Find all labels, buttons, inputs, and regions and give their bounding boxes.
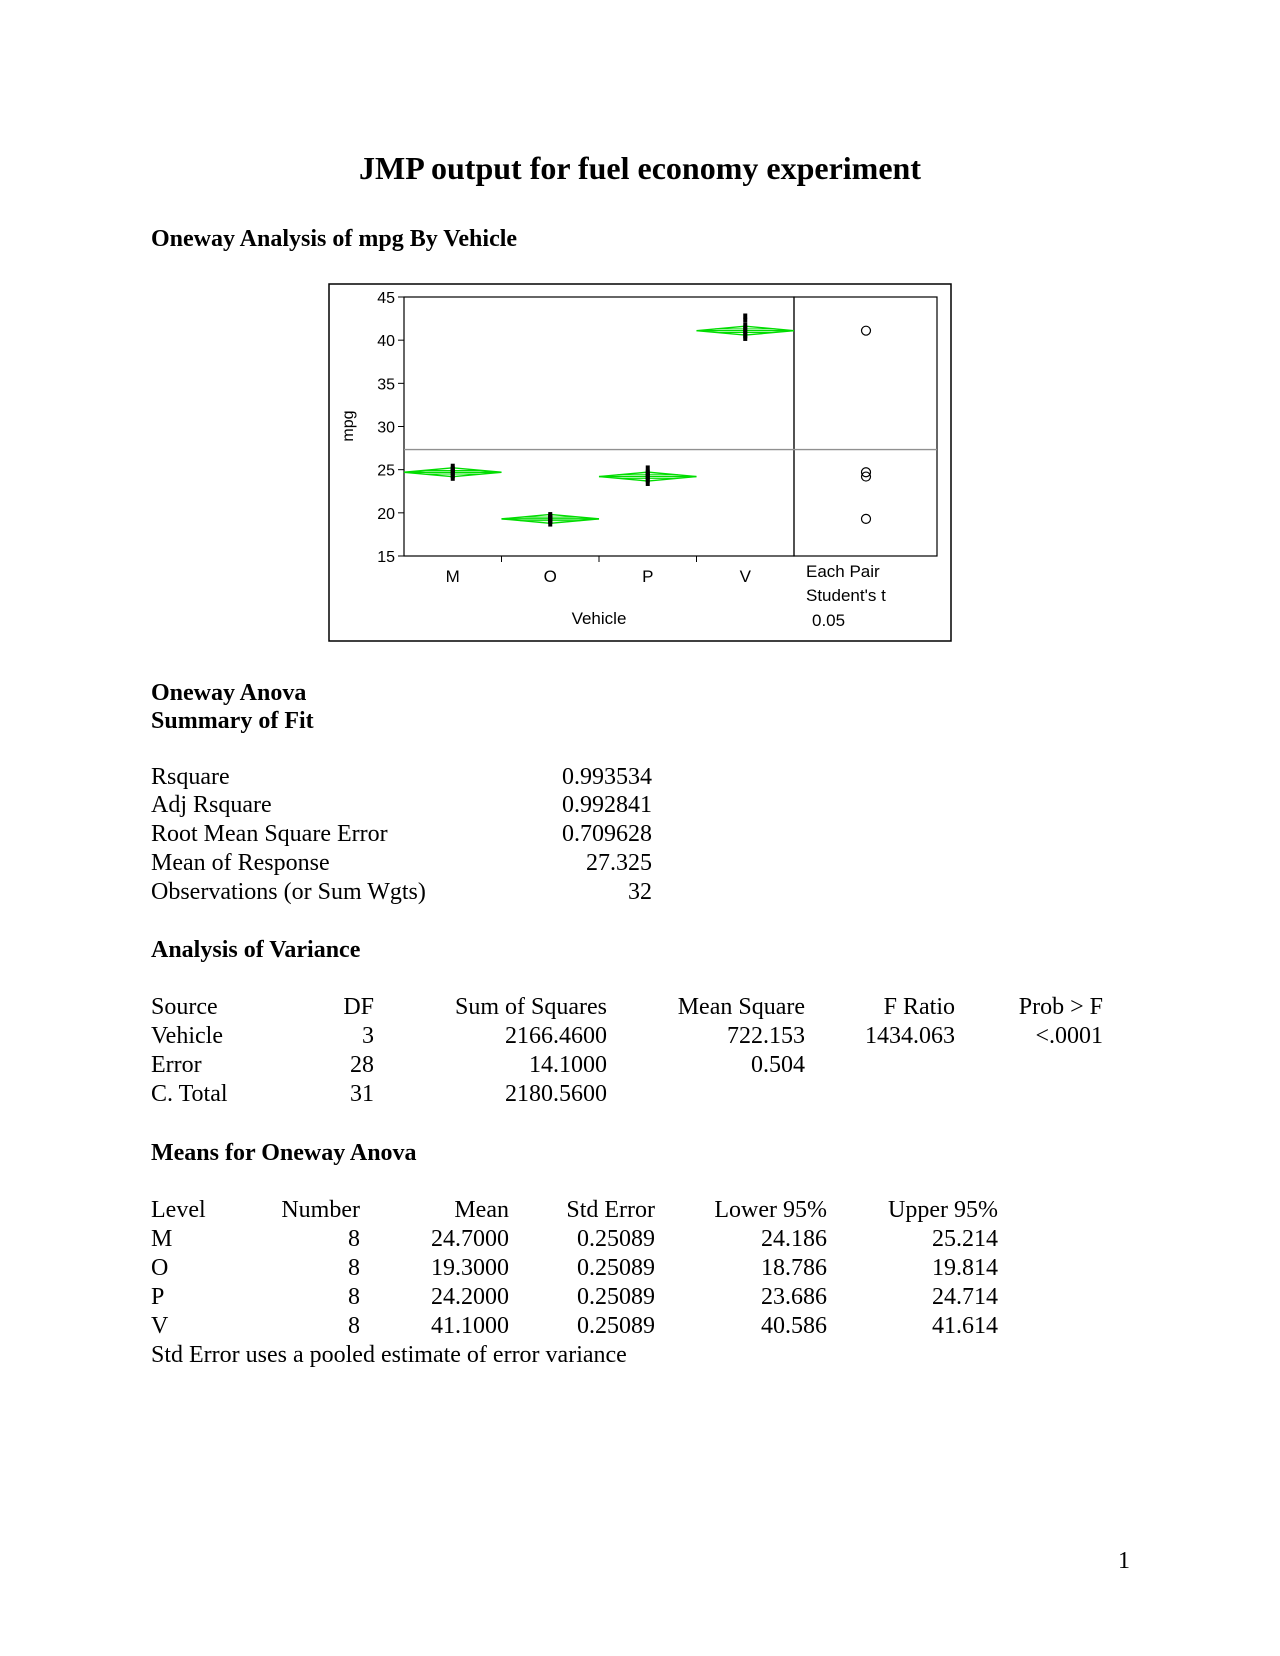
table-cell: P: [151, 1284, 165, 1310]
fit-label: Rsquare: [151, 764, 230, 790]
means-footnote: Std Error uses a pooled estimate of error variance: [151, 1342, 627, 1368]
x-axis: [446, 556, 752, 586]
table-cell: 24.2000: [431, 1284, 509, 1310]
data-point-O: [548, 512, 552, 517]
y-axis-label: mpg: [340, 410, 357, 442]
table-cell: O: [151, 1255, 169, 1281]
means-heading: Means for Oneway Anova: [151, 1140, 417, 1166]
analysis-of-variance-heading: Analysis of Variance: [151, 937, 361, 963]
comparison-label-line1: Each Pair: [806, 562, 880, 581]
plot-frame: [404, 297, 794, 556]
table-header: Upper 95%: [888, 1197, 998, 1223]
fit-label: Adj Rsquare: [151, 792, 272, 818]
table-header: DF: [343, 994, 374, 1020]
fit-value: 0.992841: [562, 792, 652, 818]
table-header: F Ratio: [883, 994, 955, 1020]
page-number: 1: [1118, 1548, 1130, 1574]
oneway-anova-heading: Oneway Anova: [151, 680, 307, 706]
fit-label: Observations (or Sum Wgts): [151, 879, 426, 905]
table-cell: 8: [348, 1255, 360, 1281]
table-cell: 18.786: [761, 1255, 827, 1281]
table-header: Number: [281, 1197, 360, 1223]
table-cell: 2166.4600: [505, 1023, 607, 1049]
table-cell: Vehicle: [151, 1023, 223, 1049]
data-point-V: [743, 318, 747, 323]
comparison-circle: [862, 514, 871, 523]
fit-value: 0.993534: [562, 764, 652, 790]
summary-of-fit-heading: Summary of Fit: [151, 708, 314, 734]
table-cell: 0.504: [751, 1052, 805, 1078]
data-point-M: [451, 464, 455, 469]
fit-label: Root Mean Square Error: [151, 821, 388, 847]
table-cell: 24.7000: [431, 1226, 509, 1252]
page-title: JMP output for fuel economy experiment: [359, 150, 921, 186]
table-cell: 25.214: [932, 1226, 998, 1252]
x-tick-label: V: [739, 567, 751, 586]
table-cell: 8: [348, 1226, 360, 1252]
table-cell: <.0001: [1035, 1023, 1103, 1049]
data-point-P: [646, 470, 650, 475]
comparison-label-line3: 0.05: [812, 611, 846, 630]
x-axis-label: Vehicle: [571, 609, 627, 628]
data-point-V: [743, 323, 747, 328]
table-header: Mean: [454, 1197, 509, 1223]
fit-value: 0.709628: [562, 821, 652, 847]
table-cell: 8: [348, 1313, 360, 1339]
comparison-circle: [862, 326, 871, 335]
oneway-heading: Oneway Analysis of mpg By Vehicle: [151, 226, 518, 252]
y-tick-label: 30: [377, 419, 395, 437]
table-cell: C. Total: [151, 1081, 228, 1107]
x-tick-label: O: [543, 567, 557, 586]
y-tick-label: 40: [377, 333, 395, 351]
table-cell: 23.686: [761, 1284, 827, 1310]
table-cell: 41.614: [932, 1313, 998, 1339]
x-tick-label: P: [642, 567, 654, 586]
table-cell: M: [151, 1226, 173, 1252]
table-cell: 722.153: [727, 1023, 805, 1049]
table-cell: 8: [348, 1284, 360, 1310]
table-cell: 19.3000: [431, 1255, 509, 1281]
table-cell: 2180.5600: [505, 1081, 607, 1107]
table-cell: 14.1000: [529, 1052, 607, 1078]
y-axis: [377, 290, 404, 566]
y-tick-label: 20: [377, 505, 395, 523]
means-diamonds: [404, 326, 794, 523]
y-tick-label: 25: [377, 462, 395, 480]
table-header: Source: [151, 994, 218, 1020]
comparison-frame: [794, 297, 937, 556]
table-header: Lower 95%: [714, 1197, 827, 1223]
table-cell: 24.186: [761, 1226, 827, 1252]
table-cell: Error: [151, 1052, 202, 1078]
y-tick-label: 15: [377, 549, 395, 566]
data-point-V: [743, 313, 747, 318]
oneway-chart: [328, 283, 953, 643]
fit-value: 32: [628, 879, 652, 905]
table-cell: 31: [350, 1081, 374, 1107]
comparison-label-line2: Student's t: [806, 586, 886, 605]
table-cell: 0.25089: [577, 1313, 655, 1339]
table-header: Std Error: [566, 1197, 655, 1223]
fit-label: Mean of Response: [151, 850, 330, 876]
data-point-P: [646, 465, 650, 470]
table-cell: 28: [350, 1052, 374, 1078]
y-tick-label: 35: [377, 376, 395, 394]
table-cell: 1434.063: [865, 1023, 955, 1049]
table-header: Mean Square: [677, 994, 805, 1020]
table-cell: V: [151, 1313, 169, 1339]
fit-value: 27.325: [586, 850, 652, 876]
table-cell: 24.714: [932, 1284, 998, 1310]
table-cell: 40.586: [761, 1313, 827, 1339]
table-header: Level: [151, 1197, 206, 1223]
table-header: Prob > F: [1018, 994, 1103, 1020]
table-header: Sum of Squares: [455, 994, 607, 1020]
table-cell: 0.25089: [577, 1226, 655, 1252]
y-tick-label: 45: [377, 290, 395, 307]
comparison-circles: [862, 326, 871, 523]
x-tick-label: M: [445, 567, 460, 586]
table-cell: 3: [362, 1023, 374, 1049]
table-cell: 0.25089: [577, 1255, 655, 1281]
table-cell: 19.814: [932, 1255, 998, 1281]
table-cell: 0.25089: [577, 1284, 655, 1310]
data-points: [451, 313, 748, 526]
table-cell: 41.1000: [431, 1313, 509, 1339]
